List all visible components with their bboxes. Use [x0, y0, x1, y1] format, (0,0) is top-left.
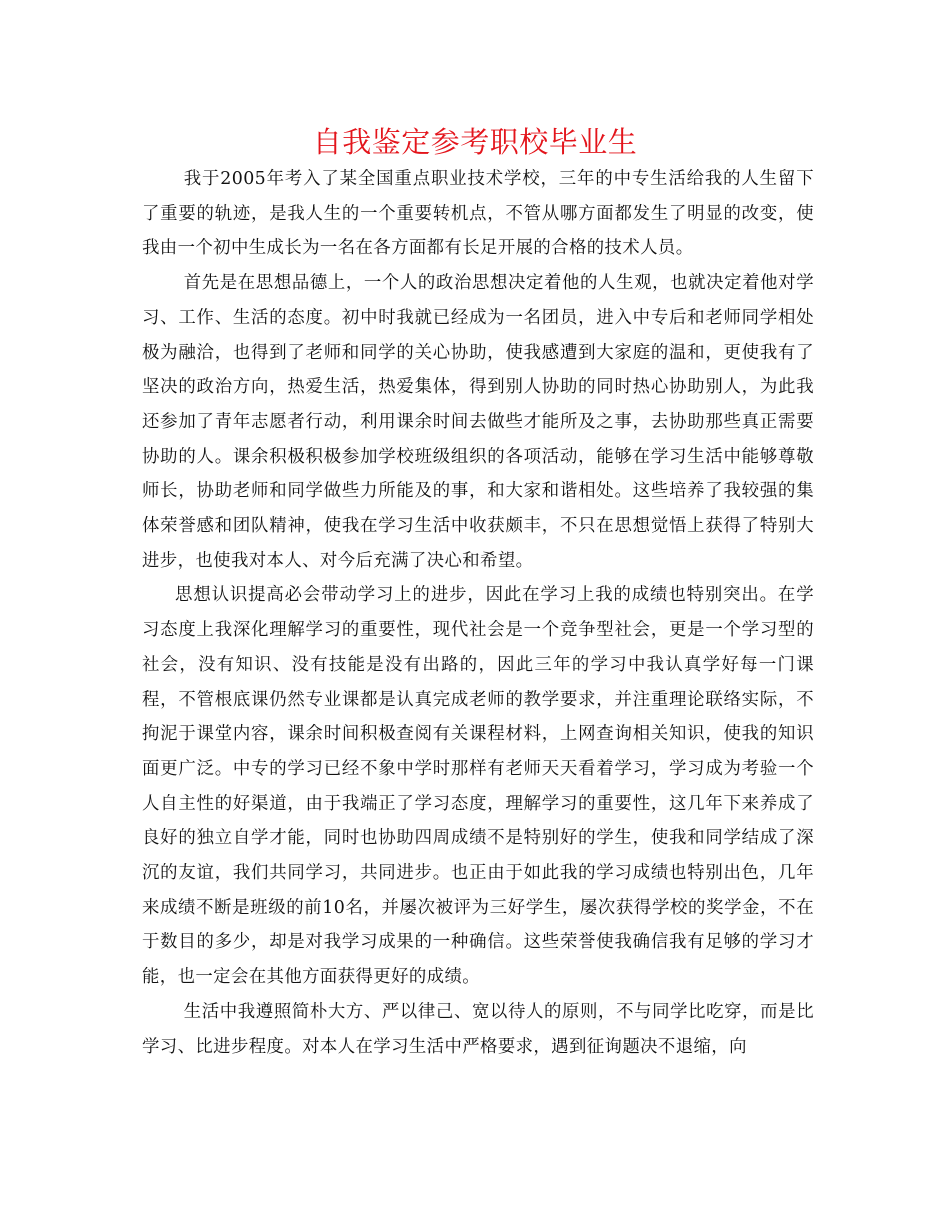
paragraph-intro: 我于2005年考入了某全国重点职业技术学校，三年的中专生活给我的人生留下了重要的轨迹，是我人生的一个重要转机点，不管从哪方面都发生了明显的改变，使我由一个初中生成长为一名在各方面都有长足开展的合格的技术人员。 [142, 169, 814, 259]
document-body [142, 162, 814, 1064]
paragraph-ideology: 首先是在思想品德上，一个人的政治思想决定着他的人生观，也就决定着他对学习、工作、生活的态度。初中时我就已经成为一名团员，进入中专后和老师同学相处极为融洽，也得到了老师和同学的关心协助，使我感遭到大家庭的温和，更使我有了坚决的政治方向，热爱生活，热爱集体，得到别人协助的同时热心协助别人，为此我还参加了青年志愿者行动，利用课余时间去做些才能所及之事，去协助那些真正需要协助的人。课余积极积极参加学校班级组织的各项活动，能够在学习生活中能够尊敬师长，协助老师和同学做些力所能及的事，和大家和谐相处。这些培养了我较强的集体荣誉感和团队精神，使我在学习生活中收获颇丰，不只在思想觉悟上获得了特别大进步，也使我对本人、对今后充满了决心和希望。 [142, 273, 814, 571]
paragraph-study: 思想认识提高必会带动学习上的进步，因此在学习上我的成绩也特别突出。在学习态度上我深化理解学习的重要性，现代社会是一个竞争型社会，更是一个学习型的社会，没有知识、没有技能是没有出路的，因此三年的学习中我认真学好每一门课程，不管根底课仍然专业课都是认真完成老师的教学要求，并注重理论联络实际，不拘泥于课堂内容，课余时间积极查阅有关课程材料，上网查询相关知识，使我的知识面更广泛。中专的学习已经不象中学时那样有老师天天看着学习，学习成为考验一个人自主性的好渠道，由于我端正了学习态度，理解学习的重要性，这几年下来养成了良好的独立自学才能，同时也协助四周成绩不是特别好的学生，使我和同学结成了深沉的友谊，我们共同学习，共同进步。也正由于如此我的学习成绩也特别出色，几年来成绩不断是班级的前10名，并屡次被评为三好学生，屡次获得学校的奖学金，不在于数目的多少，却是对我学习成果的一种确信。这些荣誉使我确信我有足够的学习才能，也一定会在其他方面获得更好的成绩。 [142, 585, 814, 988]
paragraph-life: 生活中我遵照简朴大方、严以律己、宽以待人的原则，不与同学比吃穿，而是比学习、比进步程度。对本人在学习生活中严格要求，遇到征询题决不退缩，向 [142, 1001, 814, 1057]
page-title: 自我鉴定参考职校毕业生 [312, 125, 638, 159]
